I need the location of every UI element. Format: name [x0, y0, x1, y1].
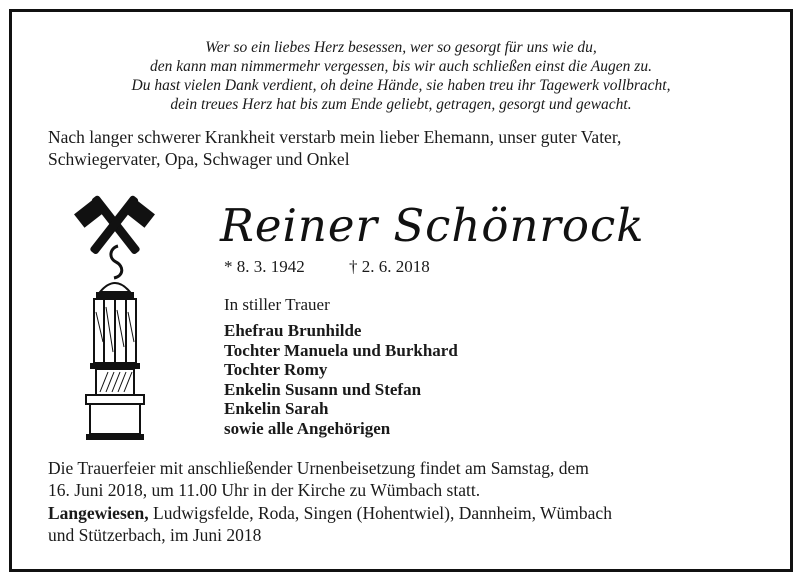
mourner: Enkelin Susann und Stefan — [224, 379, 422, 399]
mourner: Enkelin Sarah — [224, 399, 329, 418]
funeral-info — [48, 457, 778, 501]
mourner: Ehefrau Brunhilde — [224, 321, 362, 340]
mourner: Tochter Manuela und Burkhard — [224, 340, 458, 360]
mourners-list — [224, 321, 458, 438]
death-date: † 2. 6. 2018 — [349, 257, 430, 276]
intro-line: Nach langer schwerer Krankheit verstarb mein lieber Ehemann, unser guter Vater, — [48, 127, 622, 147]
poem-line: Du hast vielen Dank verdient, oh deine Hände, sie haben treu ihr Tagewerk vollbracht, — [131, 77, 671, 94]
funeral-line: 16. Juni 2018, um 11.00 Uhr in der Kirche zu Wümbach statt. — [48, 480, 481, 500]
poem-line: den kann man nimmermehr vergessen, bis wir auch schließen einst die Augen zu. — [150, 58, 652, 75]
birth-date: * 8. 3. 1942 — [224, 257, 305, 276]
mourner: Tochter Romy — [224, 360, 328, 379]
deceased-name: Reiner Schönrock — [220, 199, 645, 252]
place-town: Langewiesen, — [48, 503, 149, 523]
place-and-date — [48, 502, 778, 546]
poem — [12, 38, 790, 114]
intro-text — [48, 126, 778, 170]
miners-hammer-and-lamp-icon — [70, 192, 160, 442]
intro-line: Schwiegervater, Opa, Schwager und Onkel — [48, 149, 350, 169]
obituary-notice — [9, 9, 793, 572]
funeral-line: Die Trauerfeier mit anschließender Urnenbeisetzung findet am Samstag, dem — [48, 458, 589, 478]
place-line: und Stützerbach, im Juni 2018 — [48, 525, 262, 545]
place-line: Ludwigsfelde, Roda, Singen (Hohentwiel), Dannheim, Wümbach — [148, 503, 612, 523]
poem-line: Wer so ein liebes Herz besessen, wer so gesorgt für uns wie du, — [205, 39, 597, 56]
mourning-heading: In stiller Trauer — [224, 295, 330, 314]
life-dates — [224, 256, 430, 278]
mourner: sowie alle Angehörigen — [224, 418, 391, 438]
poem-line: dein treues Herz hat bis zum Ende geliebt, getragen, gesorgt und gewacht. — [170, 96, 632, 113]
